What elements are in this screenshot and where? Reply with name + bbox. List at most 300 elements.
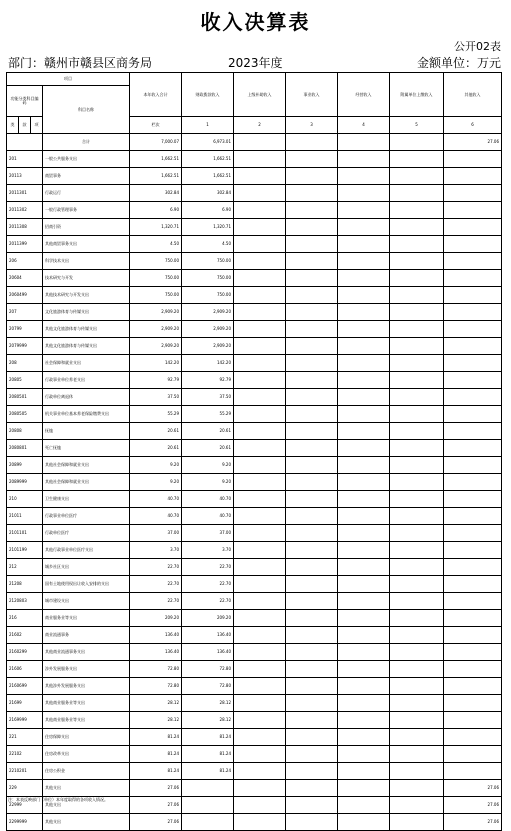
- cell-business-income: [286, 627, 338, 644]
- subject-name-cell: 其他技术研究与开发支出: [43, 287, 130, 304]
- kuan-header-lei: 类: [7, 117, 19, 134]
- subject-name-cell: 其他支出: [43, 780, 130, 797]
- cell-operating-income: [338, 797, 390, 814]
- code-cell: 2089999: [7, 474, 43, 491]
- cell-operating-income: [338, 491, 390, 508]
- footnote: 注：本表反映部门（单位）本年度取得的各项收入情况。: [8, 797, 108, 802]
- total-cell-1: 7,000.07: [130, 134, 182, 151]
- cell-business-income: [286, 202, 338, 219]
- cell-other-income: [444, 406, 502, 423]
- cell-subsidiary-income: [390, 406, 444, 423]
- table-row: [7, 780, 502, 797]
- cell-operating-income: [338, 406, 390, 423]
- cell-total-income: 4.50: [130, 236, 182, 253]
- table-row: [7, 559, 502, 576]
- cell-superior-subsidy: [234, 372, 286, 389]
- col-header-4: 事业收入: [286, 73, 338, 117]
- total-cell-7: 27.06: [444, 134, 502, 151]
- code-cell: 201: [7, 151, 43, 168]
- cell-subsidiary-income: [390, 746, 444, 763]
- cell-business-income: [286, 423, 338, 440]
- table-row: [7, 729, 502, 746]
- cell-operating-income: [338, 355, 390, 372]
- table-row: [7, 423, 502, 440]
- cell-total-income: 6.90: [130, 202, 182, 219]
- cell-other-income: [444, 304, 502, 321]
- code-cell: 21011: [7, 508, 43, 525]
- subject-name-header: 科目名称: [43, 86, 130, 134]
- cell-superior-subsidy: [234, 287, 286, 304]
- cell-subsidiary-income: [390, 168, 444, 185]
- cell-other-income: [444, 440, 502, 457]
- cell-total-income: 750.00: [130, 287, 182, 304]
- cell-other-income: [444, 338, 502, 355]
- cell-fiscal-appropriation: 136.40: [182, 627, 234, 644]
- cell-fiscal-appropriation: 142.20: [182, 355, 234, 372]
- cell-business-income: [286, 457, 338, 474]
- cell-total-income: 40.70: [130, 491, 182, 508]
- cell-other-income: [444, 287, 502, 304]
- cell-operating-income: [338, 474, 390, 491]
- cell-business-income: [286, 729, 338, 746]
- subject-name-cell: 一般公共服务支出: [43, 151, 130, 168]
- subject-name-cell: 其他支出: [43, 814, 130, 831]
- table-row: [7, 355, 502, 372]
- subject-name-cell: 其他文化旅游体育与传媒支出: [43, 338, 130, 355]
- cell-operating-income: [338, 287, 390, 304]
- cell-fiscal-appropriation: 37.00: [182, 525, 234, 542]
- cell-superior-subsidy: [234, 389, 286, 406]
- code-cell: 221: [7, 729, 43, 746]
- department-label: 部门：赣州市赣县区商务局: [8, 56, 153, 70]
- subject-name-cell: 其他商贸事务支出: [43, 236, 130, 253]
- cell-subsidiary-income: [390, 202, 444, 219]
- table-row: [7, 763, 502, 780]
- cell-business-income: [286, 270, 338, 287]
- cell-operating-income: [338, 236, 390, 253]
- cell-subsidiary-income: [390, 219, 444, 236]
- code-cell: 20113: [7, 168, 43, 185]
- code-cell: 20799: [7, 321, 43, 338]
- code-cell: 2011399: [7, 236, 43, 253]
- cell-fiscal-appropriation: 2,909.20: [182, 338, 234, 355]
- table-row: [7, 746, 502, 763]
- cell-superior-subsidy: [234, 508, 286, 525]
- table-row: [7, 287, 502, 304]
- project-header: 项目: [7, 73, 130, 86]
- cell-superior-subsidy: [234, 151, 286, 168]
- code-cell: 2011301: [7, 185, 43, 202]
- cell-superior-subsidy: [234, 593, 286, 610]
- col-number-4: 4: [338, 117, 390, 134]
- subject-name-cell: 涉外发展服务支出: [43, 661, 130, 678]
- cell-other-income: [444, 151, 502, 168]
- cell-operating-income: [338, 508, 390, 525]
- cell-subsidiary-income: [390, 695, 444, 712]
- cell-other-income: 27.06: [444, 797, 502, 814]
- cell-business-income: [286, 814, 338, 831]
- total-cell-6: [390, 134, 444, 151]
- cell-business-income: [286, 593, 338, 610]
- cell-superior-subsidy: [234, 202, 286, 219]
- cell-business-income: [286, 712, 338, 729]
- table-row: [7, 610, 502, 627]
- cell-other-income: [444, 712, 502, 729]
- subject-name-cell: 行政事业单位养老支出: [43, 372, 130, 389]
- cell-fiscal-appropriation: 1,320.71: [182, 219, 234, 236]
- cell-fiscal-appropriation: 81.24: [182, 729, 234, 746]
- subject-name-cell: 住房公积金: [43, 763, 130, 780]
- cell-operating-income: [338, 321, 390, 338]
- cell-operating-income: [338, 219, 390, 236]
- cell-other-income: [444, 610, 502, 627]
- table-row: [7, 219, 502, 236]
- cell-fiscal-appropriation: 81.24: [182, 746, 234, 763]
- cell-superior-subsidy: [234, 746, 286, 763]
- cell-other-income: [444, 236, 502, 253]
- table-row: [7, 814, 502, 831]
- table-row: [7, 542, 502, 559]
- cell-superior-subsidy: [234, 712, 286, 729]
- total-row: [7, 134, 502, 151]
- cell-total-income: 22.70: [130, 576, 182, 593]
- cell-fiscal-appropriation: [182, 814, 234, 831]
- cell-business-income: [286, 168, 338, 185]
- cell-superior-subsidy: [234, 576, 286, 593]
- subject-name-cell: 其他商业流通事务支出: [43, 644, 130, 661]
- cell-subsidiary-income: [390, 712, 444, 729]
- table-row: [7, 525, 502, 542]
- cell-total-income: 1,320.71: [130, 219, 182, 236]
- cell-operating-income: [338, 746, 390, 763]
- subject-name-cell: 死亡抚恤: [43, 440, 130, 457]
- cell-operating-income: [338, 304, 390, 321]
- code-cell: 22999: [7, 797, 43, 814]
- code-cell: 208: [7, 355, 43, 372]
- kuan-header-kuan: 款: [19, 117, 31, 134]
- amount-unit: 金额单位：万元: [416, 56, 501, 70]
- table-row: [7, 168, 502, 185]
- cell-total-income: 3.70: [130, 542, 182, 559]
- subject-name-cell: 住房改革支出: [43, 746, 130, 763]
- cell-total-income: 55.29: [130, 406, 182, 423]
- cell-operating-income: [338, 423, 390, 440]
- cell-fiscal-appropriation: 37.50: [182, 389, 234, 406]
- cell-total-income: 136.40: [130, 627, 182, 644]
- cell-fiscal-appropriation: 6.90: [182, 202, 234, 219]
- cell-total-income: 209.20: [130, 610, 182, 627]
- table-row: [7, 372, 502, 389]
- fiscal-year: 2023年度: [228, 56, 283, 70]
- cell-total-income: 2,909.20: [130, 321, 182, 338]
- cell-fiscal-appropriation: 22.70: [182, 576, 234, 593]
- cell-superior-subsidy: [234, 610, 286, 627]
- subject-name-cell: 科学技术支出: [43, 253, 130, 270]
- subject-name-cell: 其他社会保障和就业支出: [43, 457, 130, 474]
- cell-subsidiary-income: [390, 780, 444, 797]
- cell-fiscal-appropriation: 750.00: [182, 253, 234, 270]
- cell-fiscal-appropriation: 209.20: [182, 610, 234, 627]
- cell-operating-income: [338, 542, 390, 559]
- cell-subsidiary-income: [390, 508, 444, 525]
- subject-name-cell: 文化旅游体育与传媒支出: [43, 304, 130, 321]
- cell-business-income: [286, 508, 338, 525]
- cell-subsidiary-income: [390, 576, 444, 593]
- table-row: [7, 593, 502, 610]
- cell-subsidiary-income: [390, 304, 444, 321]
- code-cell: 22102: [7, 746, 43, 763]
- code-cell: 2160699: [7, 678, 43, 695]
- cell-operating-income: [338, 780, 390, 797]
- cell-superior-subsidy: [234, 814, 286, 831]
- subject-name-cell: 招商引资: [43, 219, 130, 236]
- cell-fiscal-appropriation: 72.80: [182, 678, 234, 695]
- cell-total-income: 81.24: [130, 763, 182, 780]
- cell-other-income: [444, 185, 502, 202]
- cell-subsidiary-income: [390, 287, 444, 304]
- cell-superior-subsidy: [234, 627, 286, 644]
- cell-operating-income: [338, 559, 390, 576]
- cell-subsidiary-income: [390, 627, 444, 644]
- cell-superior-subsidy: [234, 474, 286, 491]
- revenue-table: [6, 72, 502, 831]
- cell-total-income: 1,662.51: [130, 151, 182, 168]
- cell-total-income: 92.79: [130, 372, 182, 389]
- cell-other-income: [444, 457, 502, 474]
- cell-other-income: [444, 729, 502, 746]
- cell-other-income: [444, 372, 502, 389]
- cell-subsidiary-income: [390, 355, 444, 372]
- subject-name-cell: 商业流通事务: [43, 627, 130, 644]
- code-cell: 212: [7, 559, 43, 576]
- cell-operating-income: [338, 593, 390, 610]
- cell-superior-subsidy: [234, 270, 286, 287]
- cell-business-income: [286, 644, 338, 661]
- cell-superior-subsidy: [234, 406, 286, 423]
- cell-subsidiary-income: [390, 661, 444, 678]
- subject-name-cell: 其他商业服务业等支出: [43, 712, 130, 729]
- cell-fiscal-appropriation: 22.70: [182, 593, 234, 610]
- cell-fiscal-appropriation: 92.79: [182, 372, 234, 389]
- cell-operating-income: [338, 202, 390, 219]
- cell-superior-subsidy: [234, 542, 286, 559]
- cell-operating-income: [338, 627, 390, 644]
- cell-fiscal-appropriation: 20.61: [182, 423, 234, 440]
- col-number-5: 5: [390, 117, 444, 134]
- cell-superior-subsidy: [234, 525, 286, 542]
- code-cell: 20604: [7, 270, 43, 287]
- cell-superior-subsidy: [234, 661, 286, 678]
- cell-other-income: [444, 253, 502, 270]
- col-header-7: 其他收入: [444, 73, 502, 117]
- cell-total-income: 2,909.20: [130, 304, 182, 321]
- col-number-1: 1: [182, 117, 234, 134]
- cell-subsidiary-income: [390, 474, 444, 491]
- code-cell: 20808: [7, 423, 43, 440]
- form-number: 公开02表: [454, 40, 501, 53]
- cell-business-income: [286, 253, 338, 270]
- cell-fiscal-appropriation: 2,909.20: [182, 304, 234, 321]
- subject-name-cell: 技术研究与开发: [43, 270, 130, 287]
- col-header-5: 经营收入: [338, 73, 390, 117]
- cell-subsidiary-income: [390, 729, 444, 746]
- cell-operating-income: [338, 661, 390, 678]
- cell-superior-subsidy: [234, 236, 286, 253]
- cell-total-income: 37.50: [130, 389, 182, 406]
- cell-fiscal-appropriation: 55.29: [182, 406, 234, 423]
- table-row: [7, 491, 502, 508]
- cell-total-income: 27.06: [130, 797, 182, 814]
- cell-superior-subsidy: [234, 253, 286, 270]
- cell-subsidiary-income: [390, 797, 444, 814]
- cell-subsidiary-income: [390, 542, 444, 559]
- cell-business-income: [286, 151, 338, 168]
- cell-operating-income: [338, 678, 390, 695]
- code-cell: 2299999: [7, 814, 43, 831]
- subject-name-cell: 城乡社区支出: [43, 559, 130, 576]
- cell-other-income: [444, 508, 502, 525]
- cell-other-income: [444, 423, 502, 440]
- cell-superior-subsidy: [234, 355, 286, 372]
- cell-business-income: [286, 304, 338, 321]
- cell-superior-subsidy: [234, 797, 286, 814]
- table-row: [7, 712, 502, 729]
- code-cell: 2080801: [7, 440, 43, 457]
- function-class-code-header: 功能分类科目编码: [7, 86, 43, 117]
- code-cell: 20805: [7, 372, 43, 389]
- cell-total-income: 28.12: [130, 695, 182, 712]
- cell-operating-income: [338, 457, 390, 474]
- cell-superior-subsidy: [234, 763, 286, 780]
- cell-business-income: [286, 576, 338, 593]
- code-cell: 2060499: [7, 287, 43, 304]
- cell-operating-income: [338, 525, 390, 542]
- code-cell: 2210201: [7, 763, 43, 780]
- cell-operating-income: [338, 151, 390, 168]
- cell-subsidiary-income: [390, 559, 444, 576]
- subject-name-cell: 住房保障支出: [43, 729, 130, 746]
- cell-fiscal-appropriation: 28.12: [182, 695, 234, 712]
- subject-name-cell: 国有土地使用权出让收入安排的支出: [43, 576, 130, 593]
- code-cell: 207: [7, 304, 43, 321]
- subject-name-cell: 其他商业服务业等支出: [43, 695, 130, 712]
- kuan-header-xiang: 项: [31, 117, 43, 134]
- cell-business-income: [286, 474, 338, 491]
- cell-subsidiary-income: [390, 270, 444, 287]
- subject-name-cell: 商业服务业等支出: [43, 610, 130, 627]
- col-number-2: 2: [234, 117, 286, 134]
- cell-subsidiary-income: [390, 678, 444, 695]
- cell-total-income: 20.61: [130, 423, 182, 440]
- cell-fiscal-appropriation: 20.61: [182, 440, 234, 457]
- cell-other-income: [444, 491, 502, 508]
- subject-name-cell: 机关事业单位基本养老保险缴费支出: [43, 406, 130, 423]
- cell-operating-income: [338, 644, 390, 661]
- cell-operating-income: [338, 576, 390, 593]
- cell-business-income: [286, 746, 338, 763]
- table-row: [7, 253, 502, 270]
- total-label: 合计: [43, 134, 130, 151]
- subject-name-cell: 其他社会保障和就业支出: [43, 474, 130, 491]
- subject-name-cell: 一般行政管理事务: [43, 202, 130, 219]
- col-header-2: 财政拨款收入: [182, 73, 234, 117]
- cell-total-income: 302.84: [130, 185, 182, 202]
- table-row: [7, 236, 502, 253]
- code-cell: 2169999: [7, 712, 43, 729]
- table-row: [7, 202, 502, 219]
- cell-superior-subsidy: [234, 219, 286, 236]
- cell-subsidiary-income: [390, 814, 444, 831]
- cell-fiscal-appropriation: [182, 797, 234, 814]
- table-row: [7, 406, 502, 423]
- code-cell: 229: [7, 780, 43, 797]
- cell-subsidiary-income: [390, 338, 444, 355]
- cell-business-income: [286, 406, 338, 423]
- cell-superior-subsidy: [234, 338, 286, 355]
- code-cell: 21606: [7, 661, 43, 678]
- col-header-6: 附属单位上缴收入: [390, 73, 444, 117]
- cell-business-income: [286, 372, 338, 389]
- cell-total-income: 136.40: [130, 644, 182, 661]
- table-row: [7, 440, 502, 457]
- cell-other-income: [444, 474, 502, 491]
- cell-subsidiary-income: [390, 525, 444, 542]
- cell-operating-income: [338, 253, 390, 270]
- cell-total-income: 750.00: [130, 253, 182, 270]
- cell-other-income: [444, 559, 502, 576]
- cell-total-income: 9.20: [130, 474, 182, 491]
- cell-fiscal-appropriation: 1,662.51: [182, 168, 234, 185]
- cell-business-income: [286, 185, 338, 202]
- cell-other-income: [444, 270, 502, 287]
- subject-name-cell: 城市建设支出: [43, 593, 130, 610]
- code-cell: 216: [7, 610, 43, 627]
- table-row: [7, 644, 502, 661]
- cell-subsidiary-income: [390, 321, 444, 338]
- subject-name-cell: 社会保障和就业支出: [43, 355, 130, 372]
- cell-other-income: [444, 321, 502, 338]
- cell-other-income: [444, 525, 502, 542]
- code-cell: 20899: [7, 457, 43, 474]
- cell-subsidiary-income: [390, 610, 444, 627]
- cell-business-income: [286, 338, 338, 355]
- cell-business-income: [286, 559, 338, 576]
- cell-fiscal-appropriation: 40.70: [182, 508, 234, 525]
- cell-business-income: [286, 763, 338, 780]
- cell-fiscal-appropriation: 40.70: [182, 491, 234, 508]
- cell-operating-income: [338, 712, 390, 729]
- cell-subsidiary-income: [390, 253, 444, 270]
- subject-name-cell: 卫生健康支出: [43, 491, 130, 508]
- code-cell: 2120803: [7, 593, 43, 610]
- table-row: [7, 457, 502, 474]
- code-cell: 2080501: [7, 389, 43, 406]
- cell-subsidiary-income: [390, 236, 444, 253]
- cell-superior-subsidy: [234, 423, 286, 440]
- cell-business-income: [286, 797, 338, 814]
- cell-superior-subsidy: [234, 780, 286, 797]
- subject-name-cell: 其他文化旅游体育与传媒支出: [43, 321, 130, 338]
- code-cell: 2011308: [7, 219, 43, 236]
- cell-total-income: 37.00: [130, 525, 182, 542]
- page-title: 收入决算表: [200, 10, 311, 34]
- table-row: [7, 185, 502, 202]
- cell-other-income: [444, 627, 502, 644]
- cell-total-income: 9.20: [130, 457, 182, 474]
- cell-fiscal-appropriation: 22.70: [182, 559, 234, 576]
- total-cell-5: [338, 134, 390, 151]
- cell-operating-income: [338, 814, 390, 831]
